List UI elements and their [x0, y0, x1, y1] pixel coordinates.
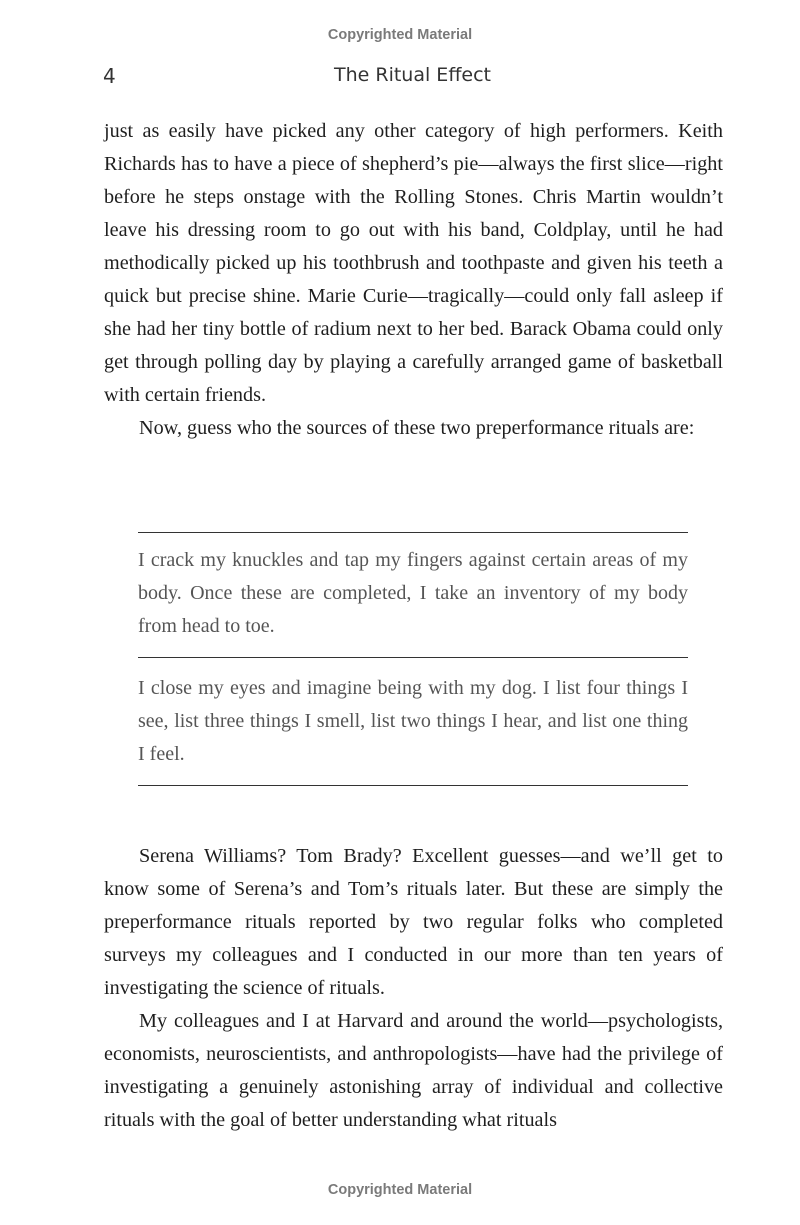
ritual-quotes-block	[138, 532, 688, 786]
paragraph: My colleagues and I at Harvard and around the world—psychologists, economists, neuroscientists, and anthropologists—have had the privilege of investigating a genuinely astonishing array of individual and collective rituals with the goal of better understanding what rituals	[104, 1010, 723, 1131]
paragraph: just as easily have picked any other category of high performers. Keith Richards has to have a piece of shepherd’s pie—always the first slice—right before he steps onstage with the Rolling Stones. Chris Martin wouldn’t leave his dressing room to go out with his band, Coldplay, until he had methodically picked up his toothbrush and toothpaste and given his teeth a quick but precise shine. Marie Curie—tragically—could only fall asleep if she had her tiny bottle of radium next to her bed. Barack Obama could only get through polling day by playing a carefully arranged game of basketball with certain friends.	[104, 120, 723, 406]
paragraph: Serena Williams? Tom Brady? Excellent guesses—and we’ll get to know some of Serena’s and Tom’s rituals later. But these are simply the preperformance rituals reported by two regular folks who completed surveys my colleagues and I conducted in our more than ten years of investigating the science of rituals.	[104, 845, 723, 999]
running-head-title: The Ritual Effect	[334, 64, 491, 86]
page-number: 4	[103, 64, 116, 88]
body-text-top	[104, 115, 723, 445]
divider-rule	[138, 785, 688, 786]
copyright-watermark-top: Copyrighted Material	[327, 27, 473, 43]
copyright-watermark-bottom: Copyrighted Material	[327, 1182, 473, 1198]
body-text-bottom	[104, 840, 723, 1137]
paragraph: Now, guess who the sources of these two preperformance rituals are:	[139, 417, 695, 439]
block-quote: I close my eyes and imagine being with my dog. I list four things I see, list three things I smell, list two things I hear, and list one thing I feel.	[138, 677, 688, 765]
block-quote: I crack my knuckles and tap my fingers against certain areas of my body. Once these are completed, I take an inventory of my body from head to toe.	[138, 549, 688, 637]
